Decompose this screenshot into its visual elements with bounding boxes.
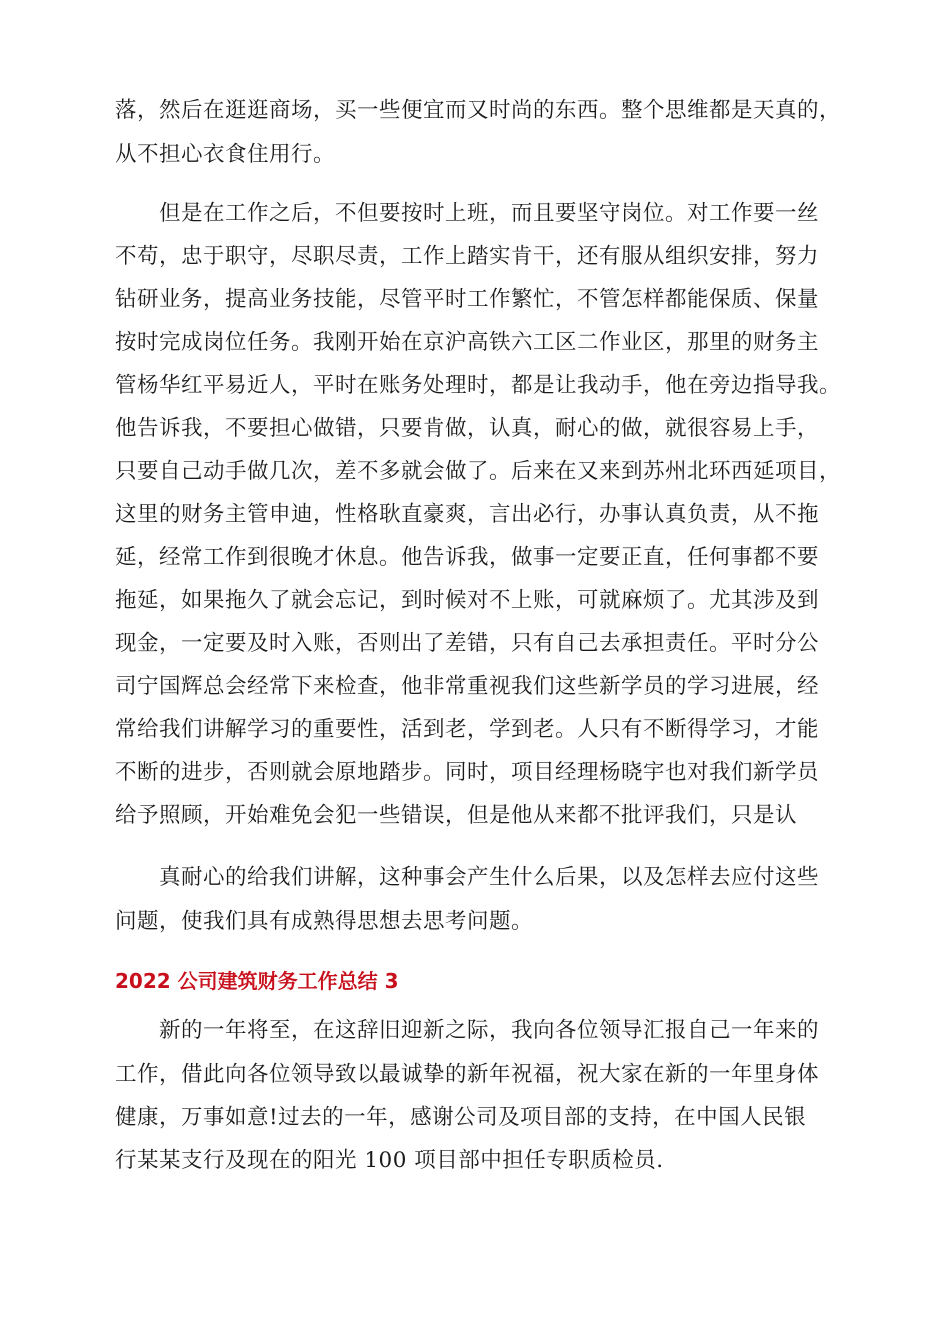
text-line: 现金，一定要及时入账，否则出了差错，只有自己去承担责任。平时分公 [115, 631, 820, 656]
text-line: 工作，借此向各位领导致以最诚挚的新年祝福，祝大家在新的一年里身体 [115, 1062, 820, 1087]
text-line: 问题，使我们具有成熟得思想去思考问题。 [115, 909, 534, 934]
text-line: 他告诉我，不要担心做错，只要肯做，认真，耐心的做，就很容易上手， [115, 416, 820, 441]
text-line: 司宁国辉总会经常下来检查，他非常重视我们这些新学员的学习进展，经 [115, 674, 820, 699]
text-line: 这里的财务主管申迪，性格耿直豪爽，言出必行，办事认真负责，从不拖 [115, 502, 820, 527]
text-line: 健康，万事如意!过去的一年，感谢公司及项目部的支持，在中国人民银 [115, 1105, 807, 1130]
text-line: 钻研业务，提高业务技能，尽管平时工作繁忙，不管怎样都能保质、保量 [115, 287, 820, 312]
text-line: 从不担心衣食住用行。 [115, 142, 336, 167]
text-line: 给予照顾，开始难免会犯一些错误，但是他从来都不批评我们，只是认 [115, 803, 798, 828]
text-line: 只要自己动手做几次，差不多就会做了。后来在又来到苏州北环西延项目， [115, 459, 842, 484]
section-heading: 2022 公司建筑财务工作总结 3 [115, 969, 399, 993]
text-line: 落，然后在逛逛商场，买一些便宜而又时尚的东西。整个思维都是天真的， [115, 98, 842, 123]
text-line: 不苟，忠于职守，尽职尽责，工作上踏实肯干，还有服从组织安排，努力 [115, 244, 820, 269]
text-line: 延，经常工作到很晚才休息。他告诉我，做事一定要正直，任何事都不要 [115, 545, 820, 570]
text-line: 但是在工作之后，不但要按时上班，而且要坚守岗位。对工作要一丝 [115, 201, 820, 226]
text-line: 按时完成岗位任务。我刚开始在京沪高铁六工区二作业区，那里的财务主 [115, 330, 820, 355]
text-line: 常给我们讲解学习的重要性，活到老，学到老。人只有不断得学习，才能 [115, 717, 820, 742]
text-line: 管杨华红平易近人，平时在账务处理时，都是让我动手，他在旁边指导我。 [115, 373, 842, 398]
text-line: 新的一年将至，在这辞旧迎新之际，我向各位领导汇报自己一年来的 [115, 1018, 820, 1043]
text-line: 不断的进步，否则就会原地踏步。同时，项目经理杨晓宇也对我们新学员 [115, 760, 820, 785]
text-line: 行某某支行及现在的阳光 100 项目部中担任专职质检员. [115, 1148, 664, 1173]
text-line: 拖延，如果拖久了就会忘记，到时候对不上账，可就麻烦了。尤其涉及到 [115, 588, 820, 613]
text-line: 真耐心的给我们讲解，这种事会产生什么后果，以及怎样去应付这些 [115, 865, 820, 890]
